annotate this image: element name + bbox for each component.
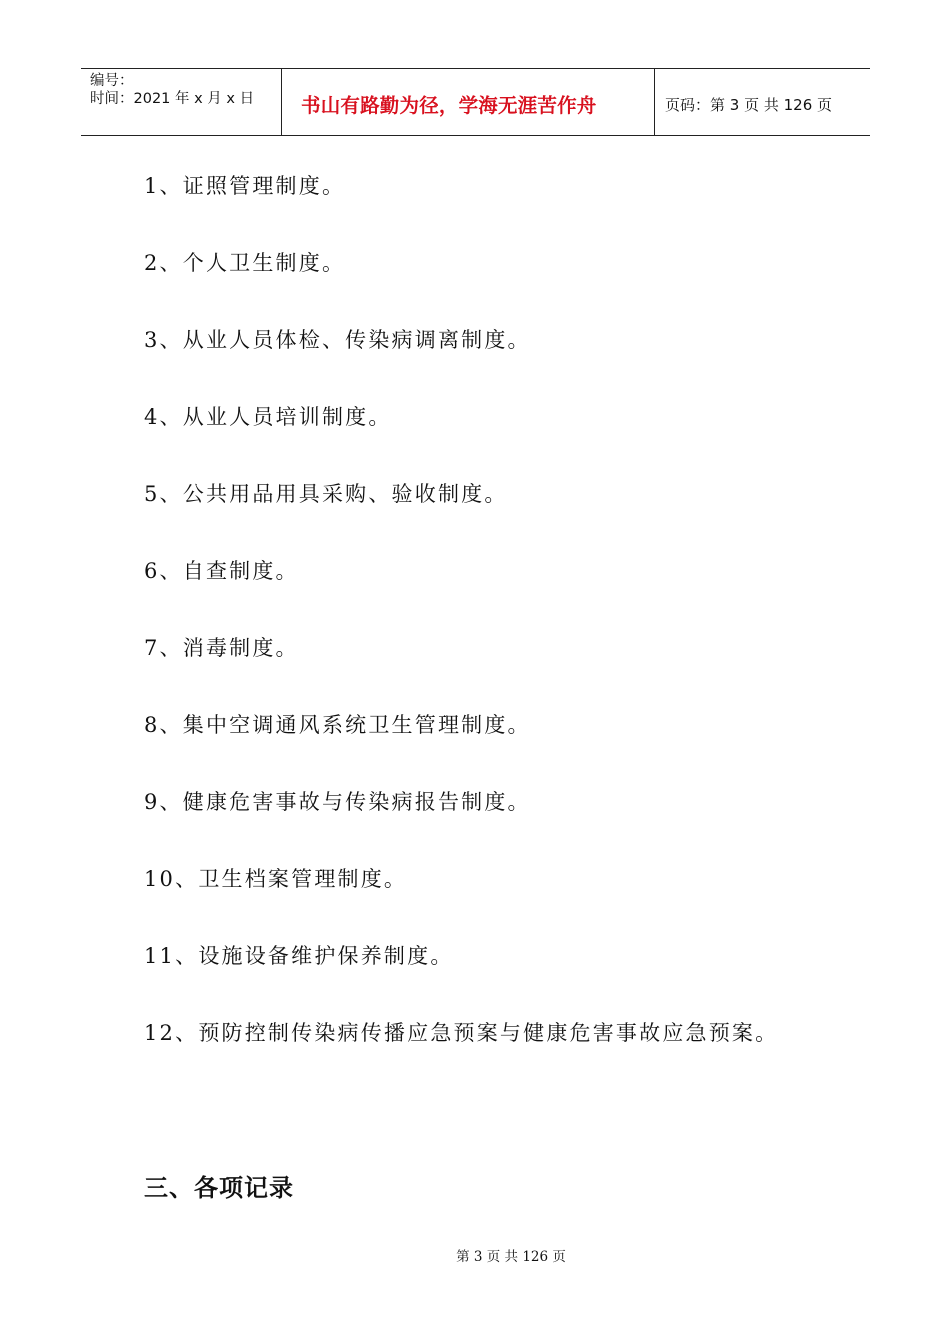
list-item: 7、消毒制度。 xyxy=(144,636,299,660)
header-motto-cell xyxy=(282,69,655,135)
document-number-label: 编号： xyxy=(90,73,134,89)
page-header xyxy=(81,68,870,136)
list-item: 9、健康危害事故与传染病报告制度。 xyxy=(144,790,531,814)
list-item: 2、个人卫生制度。 xyxy=(144,251,346,275)
header-meta-cell xyxy=(81,69,282,135)
header-page-cell xyxy=(655,69,870,135)
section-title: 三、各项记录 xyxy=(144,1174,294,1202)
list-item: 12、预防控制传染病传播应急预案与健康危害事故应急预案。 xyxy=(144,1021,779,1045)
list-item: 11、设施设备维护保养制度。 xyxy=(144,944,454,968)
list-item: 8、集中空调通风系统卫生管理制度。 xyxy=(144,713,531,737)
footer-page-number: 第 3 页 共 126 页 xyxy=(456,1249,566,1265)
list-item: 6、自查制度。 xyxy=(144,559,299,583)
header-page-info: 页码：第 3 页 共 126 页 xyxy=(665,95,833,114)
page-footer xyxy=(0,1245,950,1265)
list-item: 10、卫生档案管理制度。 xyxy=(144,867,408,891)
header-motto: 书山有路勤为径，学海无涯苦作舟 xyxy=(301,94,597,117)
list-item: 3、从业人员体检、传染病调离制度。 xyxy=(144,328,531,352)
document-time-label: 时间：2021 年 x 月 x 日 xyxy=(90,91,255,107)
list-item: 5、公共用品用具采购、验收制度。 xyxy=(144,482,508,506)
list-item: 1、证照管理制度。 xyxy=(144,174,346,198)
list-item: 4、从业人员培训制度。 xyxy=(144,405,392,429)
